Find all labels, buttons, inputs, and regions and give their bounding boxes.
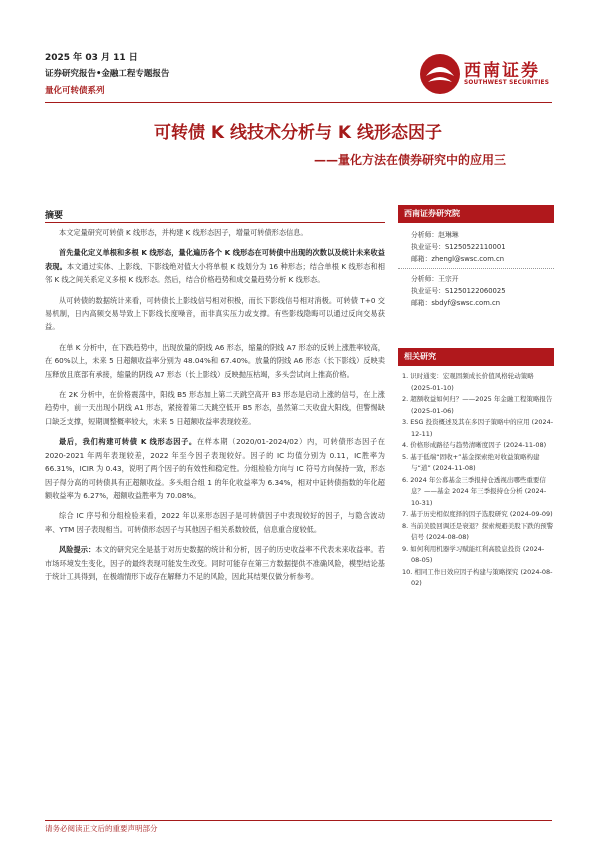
abstract-body [45, 226, 385, 590]
risk-warning: 风险提示：本文的研究完全是基于对历史数据的统计和分析，因子的历史收益率不代表未来收益率。若市场环境发生变化，因子的最终表现可能发生改变。同时可能存在第三方数据提供不准确风险，模型结论基于统计工具得到，在极端情形下或存在解释力不足的风险，因此其结果仅做分析参考。 [45, 545, 385, 581]
related-item[interactable]: 8. 当前美股回调还是衰退？探索规避美股下跌的预警信号 (2024-08-08) [402, 521, 554, 541]
related-item[interactable]: 5. 基于低端“固收+”基金探索绝对收益策略构建与“道” (2024-11-08) [402, 452, 540, 472]
related-item[interactable]: 7. 基于历史相似度择的因子选股研究 (2024-09-09) [402, 510, 553, 518]
related-item[interactable]: 1. 识时通变：宏观固频成长价值风格轮动策略 (2025-01-10) [402, 372, 534, 392]
analyst-separator [398, 268, 554, 270]
report-series: 量化可转债系列 [45, 86, 105, 96]
analyst-name: 分析师：赵琳琳 [411, 231, 459, 239]
footer-disclaimer: 请务必阅读正文后的重要声明部分 [45, 824, 158, 833]
logo-text-en: SOUTHWEST SECURITIES [464, 80, 550, 86]
related-item[interactable]: 10. 相同工作日效应因子构建与策略探究 (2024-08-02) [402, 567, 553, 587]
abstract-paragraph: 在单 K 分析中，在下跌趋势中，出现放量的阴线 A6 形态，缩量的阴线 A7 形态的反转上涨胜率较高，在 60%以上，未来 5 日超额收益率分别为 48.04%和 67.40%。放量的阴线 A6 形态（长下影线）反映卖压释放且底部有承接，缩量的阴线 A7 形态（长上影线）反映抛压枯竭，多头尝试向上推高价格。 [45, 342, 385, 379]
related-item[interactable]: 9. 如何利用机器学习赋能红利高股息投资 (2024-08-05) [402, 544, 545, 564]
related-item[interactable]: 3. ESG 投资概述及其在多因子策略中的应用 (2024-12-11) [402, 418, 554, 438]
abstract-paragraph: 首先量化定义单根和多根 K 线形态，量化遍历各个 K 线形态在可转债中出现的次数以及统计未来收益表现。本文通过实体、上影线、下影线绝对值大小将单根 K 线划分为 16 种形态；结合单根 K 线形态和相邻 K 线之间关系定义多根 K 线形态。然后，结合价格趋势和成交量趋势分析 K 线形态。 [45, 248, 385, 285]
footer-divider [45, 820, 552, 821]
related-item[interactable]: 2. 超额收益如何归？——2025 年金融工程策略报告 (2025-01-06) [402, 395, 553, 415]
company-logo [418, 50, 558, 100]
abstract-paragraph: 在 2K 分析中，在价格震荡中，阳线 B5 形态加上第二天跳空高开 B3 形态是启动上涨的信号，在上涨趋势中，前一天出现小阴线 A1 形态，紧接着第二天跳空低开 B5 形态，虽然第二天收盘大阳线，但警惕缺口缺乏支撑，短期调整概率较大，未来 5 日超额收益率表现较差。 [45, 390, 385, 426]
analyst-email[interactable]: 邮箱：zhengl@swsc.com.cn [411, 255, 505, 263]
abstract-divider [45, 222, 385, 223]
related-item[interactable]: 4. 价格形成路径与趋势清晰度因子 (2024-11-08) [402, 441, 547, 449]
abstract-paragraph: 最后，我们构建可转债 K 线形态因子。在样本期（2020/01-2024/02）内，可转债形态因子在 2020-2021 年两年表现较差，2022 年至今因子表现较好。因子的 IC 均值分别为 0.11，IC胜率为 66.31%，ICIR 为 0.43，说明了两个因子的有效性和稳定性。分组检验方向与 IC 符号方向保持一致，形态因子得分高的可转债具有正超额收益。多头组合组 1 的年化收益率为 6.34%，相对中证转债指数的年化超额收益率为 6.27%，超额收益胜率为 70.08%。 [45, 437, 385, 500]
abstract-paragraph: 从可转债的数据统计来看，可转债长上影线信号相对积极，而长下影线信号相对消极。可转债 T+0 交易机制，日内高频交易导致上下影线长度噪音，而非真实压力或支撑。有些影线隐晦可以通过反向交易获益。 [45, 295, 385, 332]
report-date: 2025 年 03 月 11 日 [45, 53, 138, 63]
logo-emblem-icon [418, 52, 462, 96]
analyst-email[interactable]: 邮箱：sbdyf@swsc.com.cn [411, 299, 501, 307]
report-type: 证券研究报告•金融工程专题报告 [45, 69, 170, 79]
related-item[interactable]: 6. 2024 年公募基金三季报持仓透视出哪些重要信息？——基金 2024 年三季报持仓分析 (2024-10-31) [402, 475, 547, 507]
header-divider [45, 102, 552, 103]
analyst-cert: 执业证号：S1250122060025 [411, 287, 506, 295]
logo-text-cn: 西南证券 [464, 61, 540, 81]
related-heading: 相关研究 [398, 348, 554, 366]
abstract-heading: 摘要 [45, 211, 64, 221]
related-research-panel [398, 348, 554, 590]
analyst-panel [398, 205, 554, 309]
page-title: 可转债 K 线技术分析与 K 线形态因子 [153, 123, 443, 143]
analyst-cert: 执业证号：S1250522110001 [411, 243, 506, 251]
analyst-name: 分析师：王宗开 [411, 275, 459, 283]
abstract-paragraph: 综合 IC 序号和分组检验来看，2022 年以来形态因子是可转债因子中表现较好的因子，与隐含波动率、YTM 因子表现相当。可转债形态因子与其他因子相关系数较低，信息重合度较低。 [45, 511, 385, 534]
page-subtitle: ——量化方法在债券研究中的应用三 [313, 153, 506, 167]
institute-heading: 西南证券研究院 [398, 205, 554, 223]
abstract-paragraph: 本文定量研究可转债 K 线形态，并构建 K 线形态因子，增量可转债形态信息。 [59, 228, 308, 237]
